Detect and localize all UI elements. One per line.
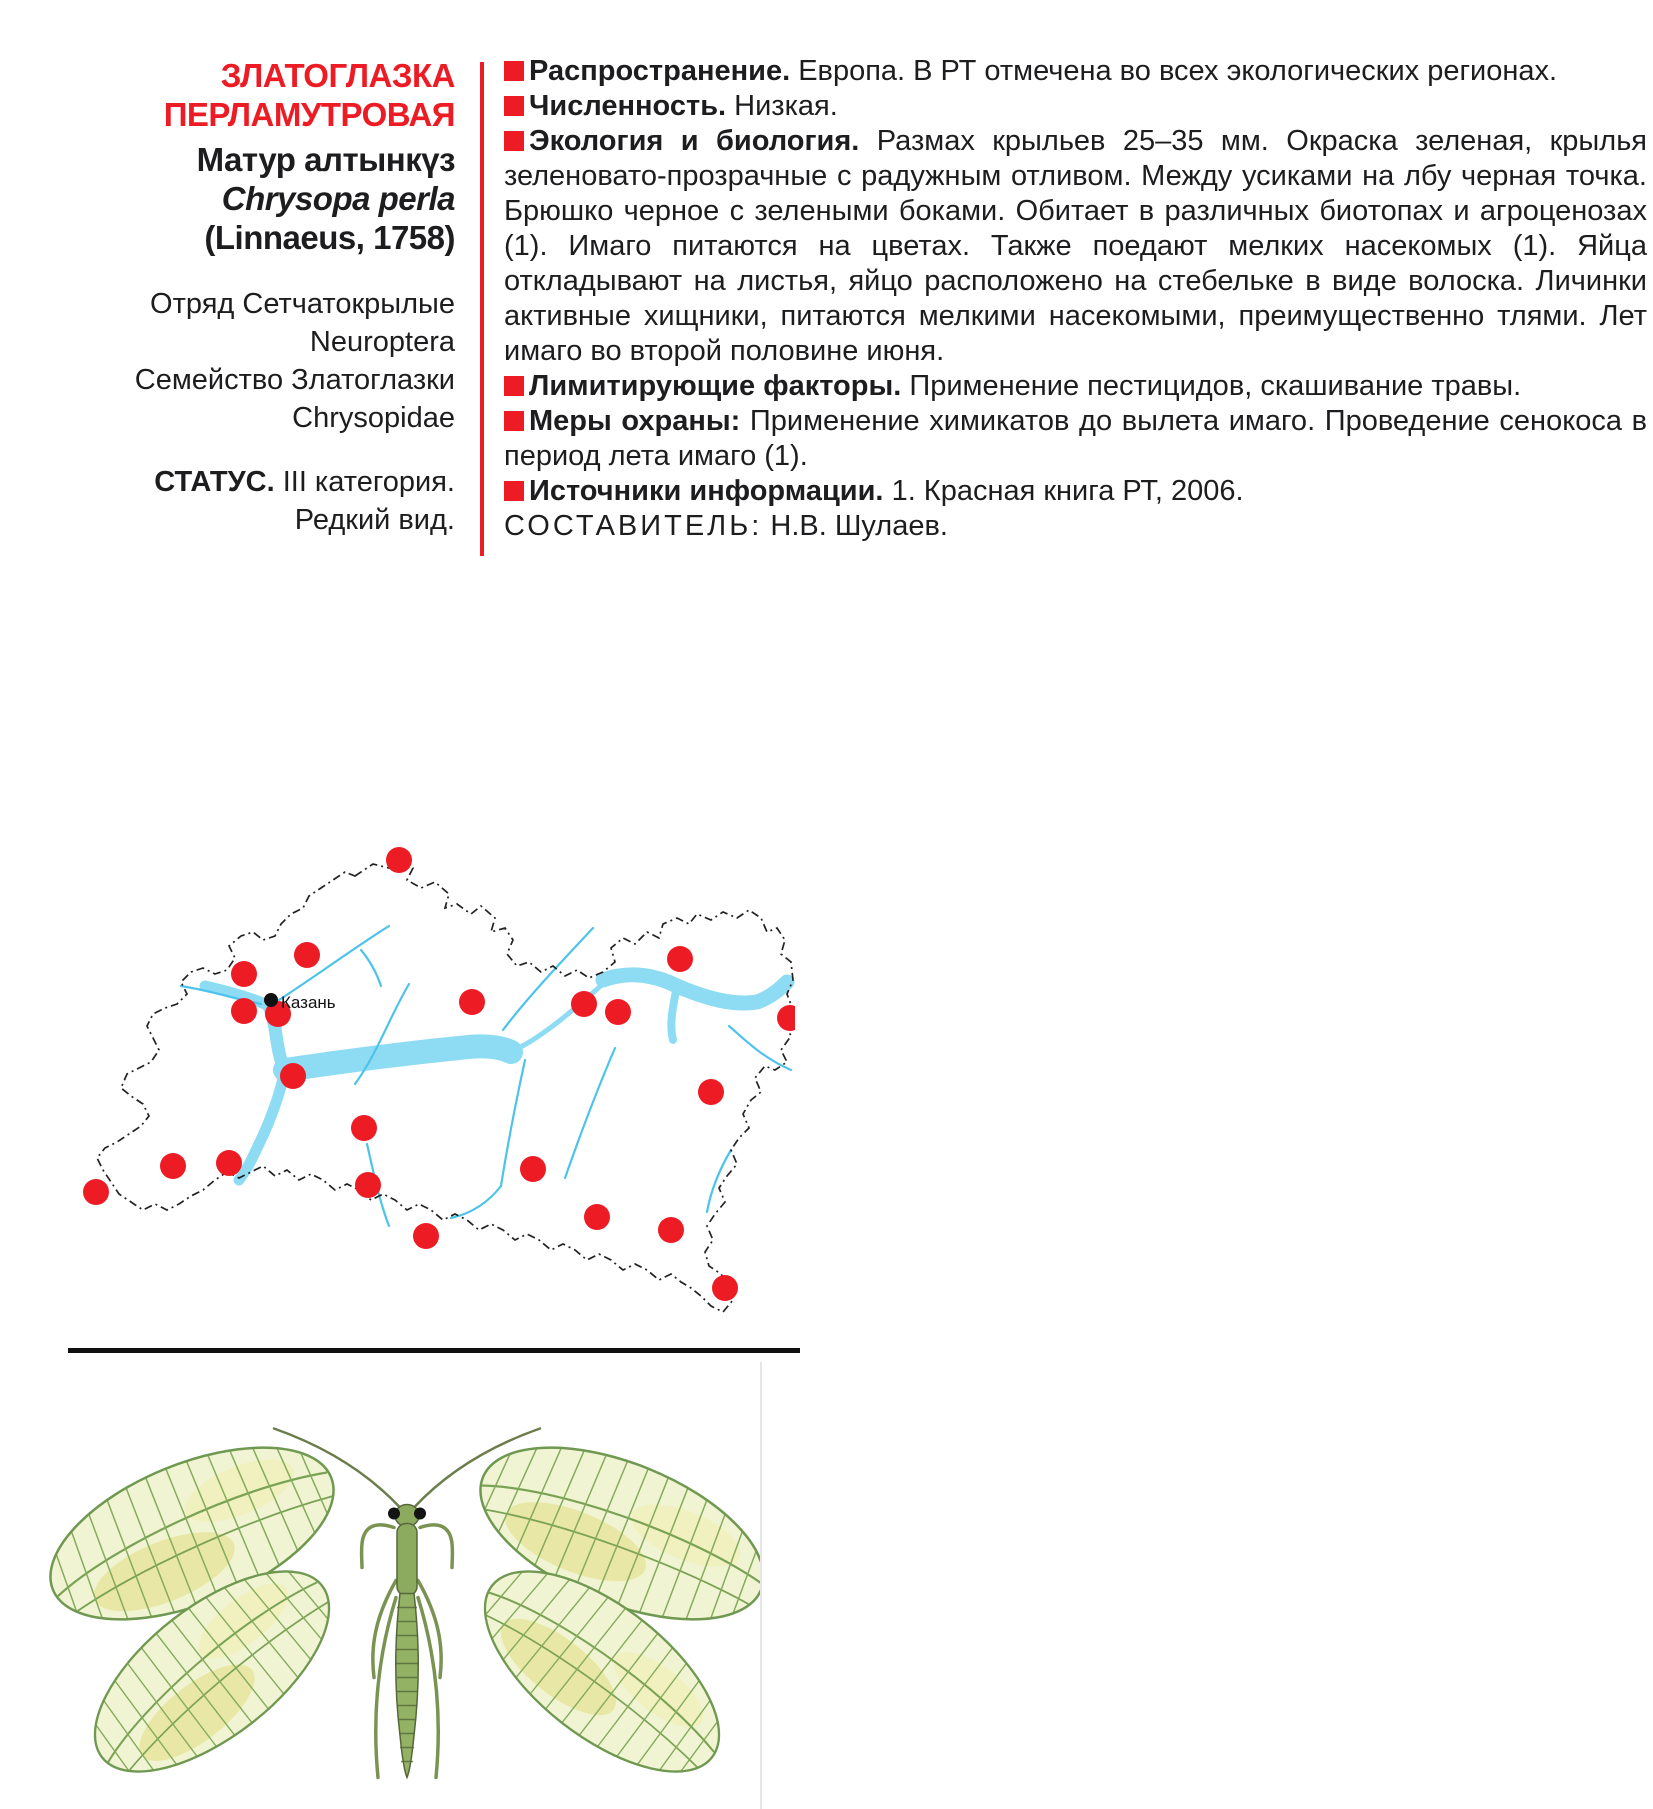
record-dot <box>231 961 257 987</box>
record-dot <box>658 1217 684 1243</box>
section-bullet-icon <box>504 96 524 116</box>
species-name-latin: Chrysopa perla <box>221 180 455 217</box>
species-authority: (Linnaeus, 1758) <box>204 219 455 256</box>
section-body: Применение химикатов до вылета имаго. Проведение сенокоса в период лета имаго (1). <box>504 405 1647 472</box>
record-dot <box>571 991 597 1017</box>
status-line1 <box>60 463 455 501</box>
record-dot <box>777 1005 795 1031</box>
species-description-column <box>504 54 1647 544</box>
compiler-name: Н.В. Шулаев. <box>770 510 948 542</box>
section-label: Источники информации. <box>529 475 884 507</box>
record-dot <box>520 1156 546 1182</box>
right-eye <box>414 1508 426 1520</box>
taxonomy-family-latin: Chrysopidae <box>292 402 455 434</box>
taxonomy-order-latin: Neuroptera <box>309 326 455 358</box>
record-dot <box>160 1153 186 1179</box>
status-block <box>60 463 455 539</box>
record-dot <box>605 999 631 1025</box>
distribution-map <box>55 718 795 1358</box>
record-dot <box>280 1063 306 1089</box>
section-bullet-icon <box>504 481 524 501</box>
compiler-label: СОСТАВИТЕЛЬ: <box>504 510 763 542</box>
taxonomy-order-ru: Отряд Сетчатокрылые <box>150 288 455 320</box>
lacewing-illustration-svg <box>40 1422 760 1809</box>
section-distribution <box>504 54 1647 89</box>
section-label: Численность. <box>529 90 727 122</box>
record-dot <box>413 1223 439 1249</box>
record-dot <box>351 1115 377 1141</box>
section-label: Экология и биология. <box>529 125 860 157</box>
rivers <box>181 926 791 1226</box>
record-dot <box>231 998 257 1024</box>
lacewing-illustration <box>40 1422 760 1809</box>
illustration-edge-line <box>760 1362 762 1809</box>
record-dot <box>216 1150 242 1176</box>
section-abundance <box>504 89 1647 124</box>
region-border <box>97 856 793 1312</box>
section-body: 1. Красная книга РТ, 2006. <box>891 475 1244 507</box>
section-ecology-biology <box>504 124 1647 369</box>
section-body: Европа. В РТ отмечена во всех экологических регионах. <box>798 55 1558 87</box>
column-divider-rule <box>480 62 484 556</box>
section-information-sources <box>504 474 1647 509</box>
section-label: Распространение. <box>529 55 791 87</box>
record-dots-layer <box>83 847 795 1301</box>
city-label: Казань <box>281 993 336 1012</box>
section-bullet-icon <box>504 376 524 396</box>
record-dot <box>355 1172 381 1198</box>
compiler-line <box>504 509 1647 544</box>
city-dot <box>264 993 278 1007</box>
record-dot <box>667 946 693 972</box>
section-body: Размах крыльев 25–35 мм. Окраска зеленая, крылья зеленовато-прозрачные с радужным отливом. Между усиками на лбу черная точка. Брюшко черное с зелеными боками. Обитает в различных биотопах и агроценозах (1). Имаго питаются на цветах. Также поедают мелких насекомых (1). Яйца откладывают на листья, яйцо расположено на стебельке в виде волоска. Личинки активные хищники, питаются мелкими насекомыми, преимущественно тлями. Лет имаго во второй половине июня. <box>504 125 1648 367</box>
species-name-tatar: Матур алтынкүз <box>196 141 455 178</box>
species-name-line1: ЗЛАТОГЛАЗКА <box>220 57 455 94</box>
status-line2: Редкий вид. <box>294 504 455 536</box>
taxonomy-block <box>60 285 455 437</box>
status-label: СТАТУС. <box>154 466 275 498</box>
thorax <box>397 1524 417 1596</box>
distribution-map-svg <box>55 718 795 1358</box>
map-divider-line <box>68 1348 800 1353</box>
section-label: Лимитирующие факторы. <box>529 370 902 402</box>
record-dot <box>459 989 485 1015</box>
status-category: III категория. <box>282 466 455 498</box>
taxonomy-family-ru: Семейство Златоглазки <box>134 364 455 396</box>
section-protection-measures <box>504 404 1647 474</box>
section-limiting-factors <box>504 369 1647 404</box>
section-body: Применение пестицидов, скашивание травы. <box>909 370 1522 402</box>
species-header-column <box>60 56 455 539</box>
record-dot <box>83 1179 109 1205</box>
record-dot <box>386 847 412 873</box>
record-dot <box>584 1204 610 1230</box>
species-name-russian <box>60 56 455 134</box>
section-body: Низкая. <box>734 90 838 122</box>
section-bullet-icon <box>504 411 524 431</box>
section-label: Меры охраны: <box>529 405 741 437</box>
section-bullet-icon <box>504 61 524 81</box>
body <box>388 1505 426 1778</box>
species-name-line2: ПЕРЛАМУТРОВАЯ <box>163 96 455 133</box>
record-dot <box>294 942 320 968</box>
section-bullet-icon <box>504 131 524 151</box>
left-eye <box>388 1508 400 1520</box>
record-dot <box>712 1275 738 1301</box>
record-dot <box>698 1079 724 1105</box>
